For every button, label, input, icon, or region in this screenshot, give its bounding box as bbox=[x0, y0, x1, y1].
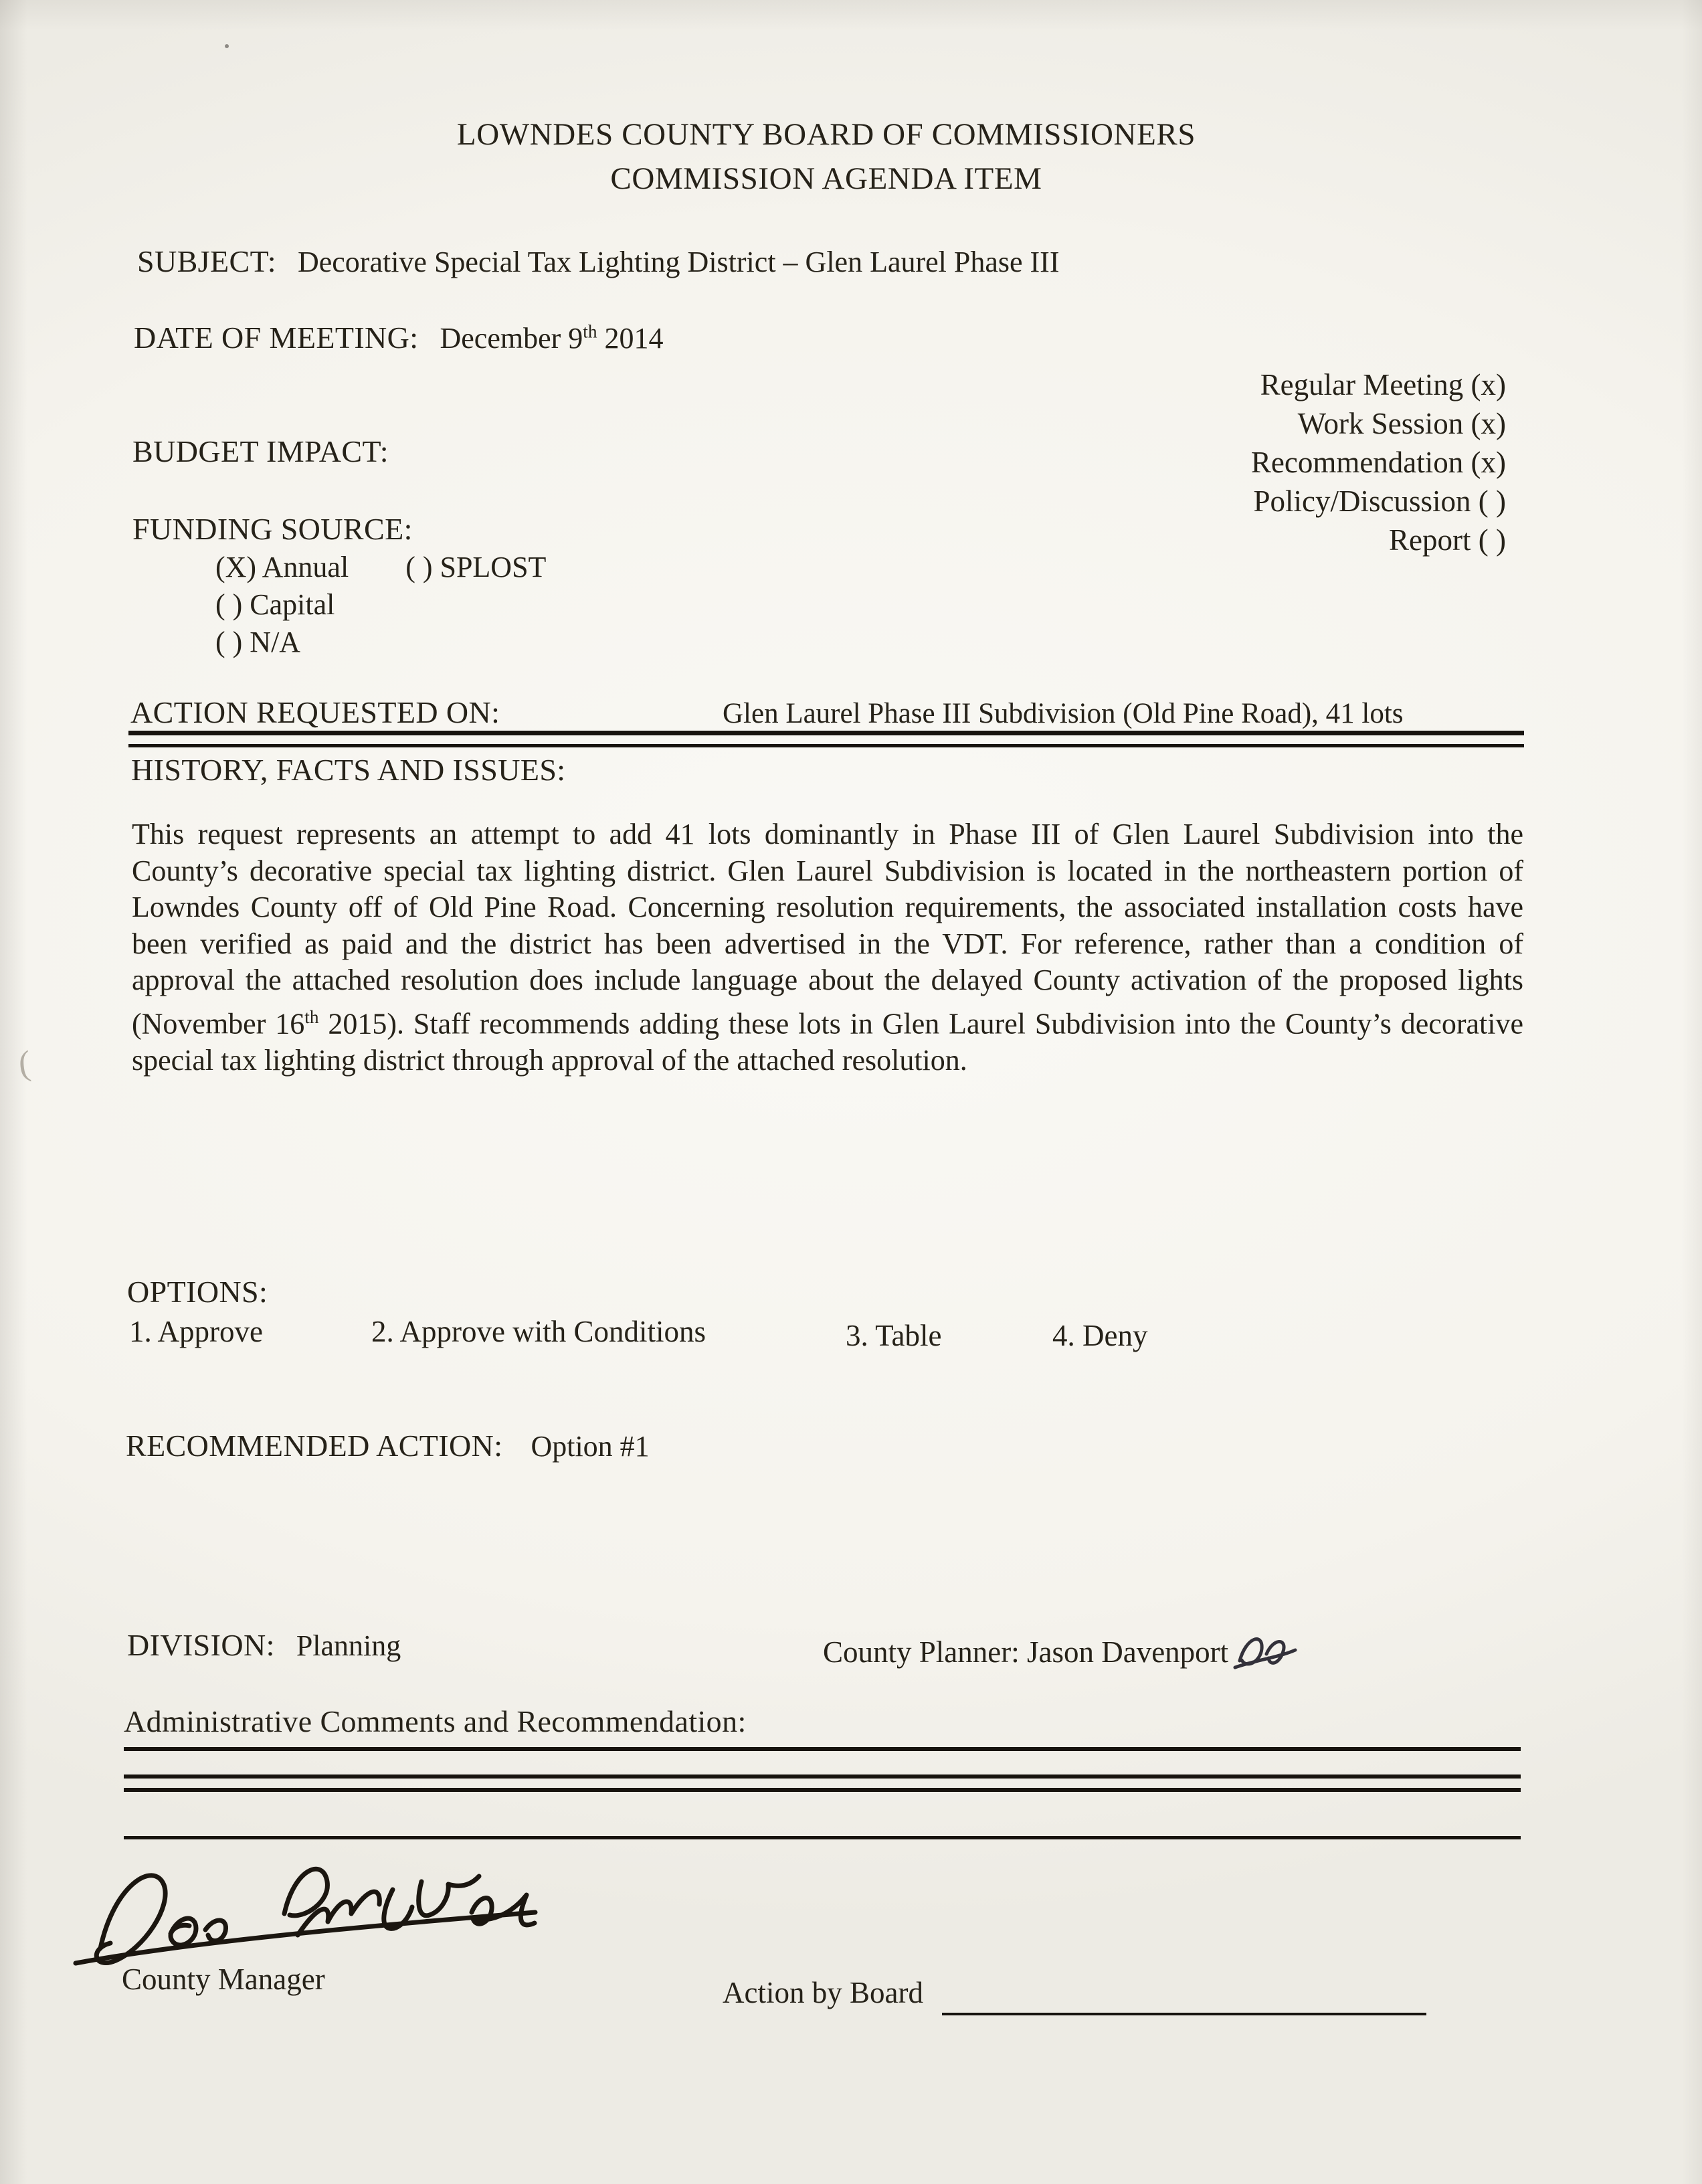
planner-initials-scribble bbox=[1230, 1629, 1300, 1677]
option-approve-with-conditions: 2. Approve with Conditions bbox=[371, 1315, 706, 1348]
admin-line-2 bbox=[124, 1788, 1521, 1792]
division-row bbox=[127, 1627, 1552, 1669]
title-line-1: LOWNDES COUNTY BOARD OF COMMISSIONERS bbox=[456, 117, 1196, 152]
option-deny: 4. Deny bbox=[1052, 1319, 1148, 1352]
recommended-action-label: RECOMMENDED ACTION: bbox=[126, 1429, 503, 1463]
admin-line-1 bbox=[124, 1774, 1521, 1779]
scan-artifact-paren: ( bbox=[17, 1044, 33, 1083]
meeting-date-label: DATE OF MEETING: bbox=[134, 321, 419, 355]
action-by-board-label: Action by Board bbox=[723, 1976, 923, 2009]
title-line-2: COMMISSION AGENDA ITEM bbox=[610, 161, 1042, 196]
county-planner-value: Jason Davenport bbox=[1026, 1635, 1229, 1669]
action-by-board-row bbox=[723, 1975, 923, 2010]
funding-option-row-3 bbox=[215, 625, 300, 659]
budget-impact-label: BUDGET IMPACT: bbox=[132, 434, 389, 468]
history-paragraph: This request represents an attempt to add 41 lots dominantly in Phase III of Glen Laurel Subdivision into the County’s decorative special tax lighting district. Glen Laurel Subdivision is located in the northeastern portion of Lowndes County off of Old Pine Road. Concerning resolution requirements, the associated installation costs have been verified as paid and the district has been advertised in the VDT. For reference, rather than a condition of approval the attached resolution does include language about the delayed County activation of the proposed lights (November 16th 2015). Staff recommends adding these lots in Glen Laurel Subdivision into the County’s decorative special tax lighting district through approval of the attached resolution. bbox=[132, 818, 1523, 1077]
county-manager-row bbox=[122, 1962, 325, 1997]
options-label: OPTIONS: bbox=[127, 1275, 268, 1309]
county-manager-label: County Manager bbox=[122, 1963, 325, 1996]
funding-option-capital: ( ) Capital bbox=[215, 588, 335, 621]
meeting-type-list bbox=[1251, 365, 1506, 559]
recommended-action-value: Option #1 bbox=[531, 1430, 650, 1463]
funding-option-splost: ( ) SPLOST bbox=[405, 551, 547, 583]
option-approve: 1. Approve bbox=[129, 1315, 263, 1348]
meeting-type-work-session: Work Session (x) bbox=[1297, 407, 1506, 440]
action-requested-row bbox=[130, 695, 1523, 730]
action-rule-top bbox=[128, 731, 1524, 735]
admin-comments-heading bbox=[124, 1704, 1521, 1751]
meeting-type-report: Report ( ) bbox=[1389, 523, 1506, 557]
date-ordinal: th bbox=[583, 321, 597, 342]
recommended-action-row bbox=[126, 1428, 650, 1463]
subject-label: SUBJECT: bbox=[137, 244, 276, 278]
funding-option-row-1 bbox=[215, 550, 546, 584]
meeting-type-regular: Regular Meeting (x) bbox=[1260, 368, 1506, 401]
subject-value: Decorative Special Tax Lighting District – Glen Laurel Phase III bbox=[297, 246, 1060, 278]
county-planner bbox=[823, 1629, 1300, 1677]
scan-artifact-dot bbox=[225, 44, 229, 48]
meeting-date-value: December 9th 2014 bbox=[440, 321, 664, 355]
action-requested-label: ACTION REQUESTED ON: bbox=[130, 695, 500, 729]
history-label: HISTORY, FACTS AND ISSUES: bbox=[131, 753, 566, 787]
action-requested-value: Glen Laurel Phase III Subdivision (Old Pine Road), 41 lots bbox=[723, 698, 1404, 729]
funding-source-row bbox=[132, 511, 413, 547]
action-by-board-line bbox=[942, 2013, 1426, 2015]
budget-impact-row bbox=[132, 434, 389, 469]
subject-row bbox=[137, 244, 1060, 279]
options-heading bbox=[127, 1274, 268, 1309]
division-label: DIVISION: bbox=[127, 1628, 275, 1662]
meeting-type-policy-discussion: Policy/Discussion ( ) bbox=[1253, 484, 1506, 518]
paragraph-ordinal: th bbox=[304, 1006, 319, 1027]
funding-option-row-2 bbox=[215, 587, 335, 622]
division-value: Planning bbox=[296, 1629, 401, 1662]
history-heading bbox=[131, 752, 565, 788]
county-planner-label: County Planner: bbox=[823, 1635, 1020, 1669]
funding-option-annual: (X) Annual bbox=[215, 551, 349, 583]
document-title bbox=[0, 112, 1652, 201]
admin-comments-label: Administrative Comments and Recommendation: bbox=[124, 1704, 747, 1738]
meeting-date-row bbox=[134, 320, 663, 355]
action-rule-bottom bbox=[128, 744, 1524, 747]
option-table: 3. Table bbox=[846, 1319, 942, 1352]
admin-line-3 bbox=[124, 1836, 1521, 1839]
funding-source-label: FUNDING SOURCE: bbox=[132, 512, 413, 546]
funding-option-na: ( ) N/A bbox=[215, 626, 301, 658]
meeting-type-recommendation: Recommendation (x) bbox=[1250, 446, 1506, 479]
